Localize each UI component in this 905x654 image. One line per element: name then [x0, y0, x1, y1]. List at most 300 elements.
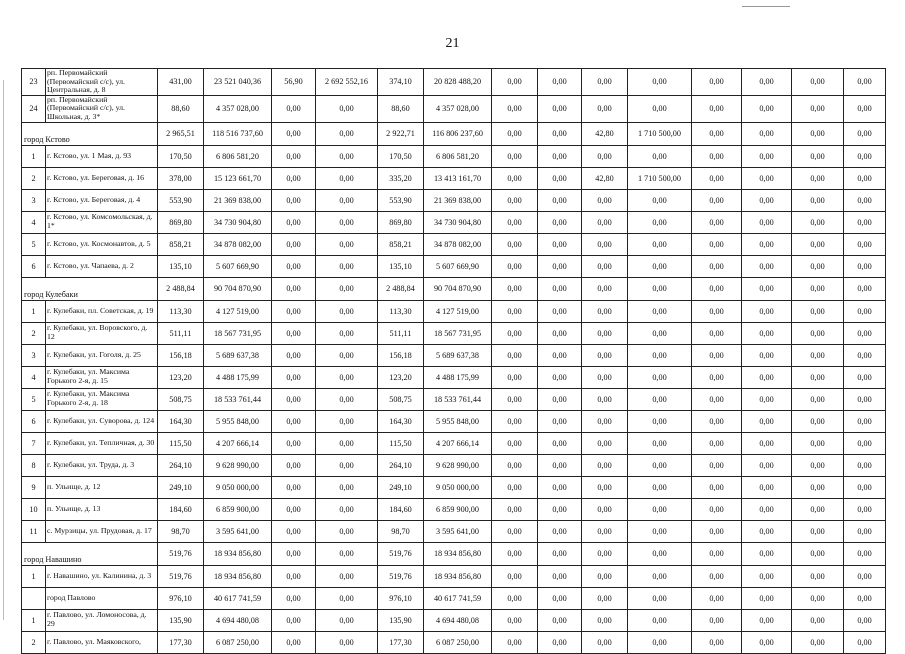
- value-cell: 90 704 870,90: [424, 277, 492, 300]
- address-cell: г. Кулебаки, ул. Суворова, д. 124: [46, 410, 158, 432]
- value-cell: 0,00: [538, 631, 582, 653]
- value-cell: 0,00: [538, 167, 582, 189]
- row-number-cell: 2: [22, 167, 46, 189]
- value-cell: 0,00: [742, 122, 792, 145]
- value-cell: 0,00: [316, 587, 378, 609]
- value-cell: 0,00: [492, 322, 538, 344]
- value-cell: 0,00: [692, 300, 742, 322]
- value-cell: 0,00: [742, 498, 792, 520]
- value-cell: 6 859 900,00: [424, 498, 492, 520]
- value-cell: 0,00: [628, 454, 692, 476]
- value-cell: 0,00: [692, 432, 742, 454]
- value-cell: 0,00: [742, 255, 792, 277]
- value-cell: 0,00: [742, 631, 792, 653]
- value-cell: 0,00: [692, 587, 742, 609]
- table-row: [22, 344, 886, 366]
- value-cell: 0,00: [692, 520, 742, 542]
- value-cell: 0,00: [628, 95, 692, 122]
- value-cell: 519,76: [378, 542, 424, 565]
- value-cell: 0,00: [316, 344, 378, 366]
- value-cell: 0,00: [692, 366, 742, 388]
- value-cell: 0,00: [538, 322, 582, 344]
- value-cell: 0,00: [792, 69, 844, 96]
- value-cell: 6 859 900,00: [204, 498, 272, 520]
- value-cell: 184,60: [158, 498, 204, 520]
- address-cell: г. Кулебаки, ул. Максима Горького 2-я, д. 18: [46, 388, 158, 410]
- value-cell: 0,00: [538, 454, 582, 476]
- value-cell: 0,00: [492, 255, 538, 277]
- value-cell: 0,00: [582, 498, 628, 520]
- table-row: [22, 233, 886, 255]
- value-cell: 335,20: [378, 167, 424, 189]
- value-cell: 0,00: [272, 95, 316, 122]
- value-cell: 0,00: [316, 366, 378, 388]
- value-cell: 0,00: [792, 631, 844, 653]
- table-row: [22, 95, 886, 122]
- value-cell: 0,00: [628, 344, 692, 366]
- value-cell: 0,00: [272, 609, 316, 631]
- value-cell: 431,00: [158, 69, 204, 96]
- value-cell: 0,00: [844, 454, 886, 476]
- value-cell: 0,00: [316, 454, 378, 476]
- value-cell: 0,00: [742, 322, 792, 344]
- value-cell: 18 567 731,95: [424, 322, 492, 344]
- value-cell: 0,00: [316, 520, 378, 542]
- value-cell: 6 806 581,20: [204, 145, 272, 167]
- value-cell: 21 369 838,00: [424, 189, 492, 211]
- value-cell: 0,00: [692, 609, 742, 631]
- value-cell: 0,00: [492, 211, 538, 233]
- table-row: [22, 609, 886, 631]
- value-cell: 0,00: [628, 587, 692, 609]
- value-cell: 0,00: [316, 277, 378, 300]
- value-cell: 0,00: [582, 410, 628, 432]
- value-cell: 0,00: [792, 587, 844, 609]
- value-cell: 0,00: [538, 300, 582, 322]
- value-cell: 4 694 480,08: [204, 609, 272, 631]
- value-cell: 0,00: [316, 609, 378, 631]
- value-cell: 0,00: [492, 69, 538, 96]
- value-cell: 0,00: [792, 145, 844, 167]
- value-cell: 0,00: [582, 300, 628, 322]
- value-cell: 115,50: [378, 432, 424, 454]
- address-cell: г. Кулебаки, ул. Тепличная, д. 30: [46, 432, 158, 454]
- row-number-cell: 1: [22, 145, 46, 167]
- value-cell: 0,00: [492, 122, 538, 145]
- row-number-cell: 6: [22, 410, 46, 432]
- address-cell: г. Кулебаки, ул. Труда, д. 3: [46, 454, 158, 476]
- value-cell: 0,00: [628, 476, 692, 498]
- value-cell: 976,10: [158, 587, 204, 609]
- value-cell: 0,00: [538, 565, 582, 587]
- value-cell: 0,00: [538, 145, 582, 167]
- value-cell: 42,80: [582, 122, 628, 145]
- value-cell: 115,50: [158, 432, 204, 454]
- value-cell: 15 123 661,70: [204, 167, 272, 189]
- value-cell: 0,00: [742, 211, 792, 233]
- value-cell: 164,30: [378, 410, 424, 432]
- value-cell: 4 488 175,99: [204, 366, 272, 388]
- value-cell: 0,00: [492, 454, 538, 476]
- value-cell: 0,00: [844, 255, 886, 277]
- value-cell: 0,00: [792, 211, 844, 233]
- value-cell: 0,00: [628, 388, 692, 410]
- table-body: [22, 69, 886, 654]
- value-cell: 2 965,51: [158, 122, 204, 145]
- address-cell: г. Навашино, ул. Калинина, д. 3: [46, 565, 158, 587]
- value-cell: 0,00: [692, 410, 742, 432]
- value-cell: 18 934 856,80: [424, 542, 492, 565]
- value-cell: 23 521 040,36: [204, 69, 272, 96]
- value-cell: 0,00: [844, 277, 886, 300]
- address-cell: г. Кулебаки, пл. Советская, д. 19: [46, 300, 158, 322]
- value-cell: 378,00: [158, 167, 204, 189]
- value-cell: 5 607 669,90: [204, 255, 272, 277]
- table-row: [22, 476, 886, 498]
- value-cell: 156,18: [378, 344, 424, 366]
- value-cell: 0,00: [492, 565, 538, 587]
- value-cell: 0,00: [316, 122, 378, 145]
- value-cell: 0,00: [272, 255, 316, 277]
- address-cell: п. Ульище, д. 13: [46, 498, 158, 520]
- value-cell: 0,00: [582, 211, 628, 233]
- value-cell: 0,00: [792, 122, 844, 145]
- value-cell: 9 628 990,00: [204, 454, 272, 476]
- table-row: [22, 189, 886, 211]
- address-cell: г. Кулебаки, ул. Воровского, д. 12: [46, 322, 158, 344]
- value-cell: 0,00: [272, 233, 316, 255]
- row-number-cell: 3: [22, 189, 46, 211]
- value-cell: 0,00: [742, 432, 792, 454]
- address-cell: г. Павлово, ул. Маяковского,: [46, 631, 158, 653]
- value-cell: 0,00: [844, 95, 886, 122]
- housing-register-table: [21, 68, 886, 654]
- value-cell: 123,20: [158, 366, 204, 388]
- value-cell: 0,00: [272, 587, 316, 609]
- value-cell: 0,00: [492, 410, 538, 432]
- value-cell: 0,00: [538, 233, 582, 255]
- value-cell: 0,00: [272, 565, 316, 587]
- value-cell: 0,00: [844, 476, 886, 498]
- value-cell: 0,00: [316, 565, 378, 587]
- value-cell: 113,30: [378, 300, 424, 322]
- value-cell: 0,00: [742, 388, 792, 410]
- address-cell: г. Кстово, ул. Береговая, д. 4: [46, 189, 158, 211]
- value-cell: 0,00: [316, 167, 378, 189]
- value-cell: 177,30: [158, 631, 204, 653]
- value-cell: 0,00: [272, 432, 316, 454]
- value-cell: 0,00: [538, 410, 582, 432]
- value-cell: 116 806 237,60: [424, 122, 492, 145]
- value-cell: 0,00: [742, 476, 792, 498]
- row-number-cell: 7: [22, 432, 46, 454]
- value-cell: 0,00: [792, 322, 844, 344]
- value-cell: 0,00: [628, 189, 692, 211]
- value-cell: 0,00: [538, 344, 582, 366]
- value-cell: 0,00: [742, 233, 792, 255]
- table-row: [22, 211, 886, 233]
- value-cell: 18 567 731,95: [204, 322, 272, 344]
- value-cell: 0,00: [582, 520, 628, 542]
- value-cell: 0,00: [492, 277, 538, 300]
- value-cell: 0,00: [742, 454, 792, 476]
- value-cell: 0,00: [492, 476, 538, 498]
- value-cell: 98,70: [378, 520, 424, 542]
- value-cell: 0,00: [742, 565, 792, 587]
- table-row: [22, 69, 886, 96]
- value-cell: 0,00: [492, 631, 538, 653]
- value-cell: 553,90: [158, 189, 204, 211]
- value-cell: 135,10: [158, 255, 204, 277]
- value-cell: 0,00: [844, 344, 886, 366]
- value-cell: 2 488,84: [378, 277, 424, 300]
- city-name-cell: город Кстово: [22, 122, 158, 145]
- value-cell: 0,00: [582, 631, 628, 653]
- value-cell: 0,00: [692, 211, 742, 233]
- value-cell: 20 828 488,20: [424, 69, 492, 96]
- value-cell: 519,76: [158, 542, 204, 565]
- value-cell: 0,00: [628, 366, 692, 388]
- value-cell: 0,00: [316, 233, 378, 255]
- value-cell: 0,00: [792, 233, 844, 255]
- value-cell: 0,00: [692, 233, 742, 255]
- value-cell: 0,00: [792, 300, 844, 322]
- row-number-cell: 5: [22, 388, 46, 410]
- row-number-cell: 4: [22, 366, 46, 388]
- value-cell: 0,00: [538, 542, 582, 565]
- value-cell: 0,00: [492, 189, 538, 211]
- row-number-cell: 23: [22, 69, 46, 96]
- row-number-cell: 3: [22, 344, 46, 366]
- value-cell: 0,00: [628, 565, 692, 587]
- value-cell: 0,00: [492, 233, 538, 255]
- value-cell: 0,00: [844, 145, 886, 167]
- value-cell: 0,00: [692, 565, 742, 587]
- table-row: [22, 498, 886, 520]
- value-cell: 0,00: [844, 300, 886, 322]
- value-cell: 0,00: [844, 498, 886, 520]
- value-cell: 2 488,84: [158, 277, 204, 300]
- value-cell: 5 689 637,38: [204, 344, 272, 366]
- value-cell: 0,00: [582, 95, 628, 122]
- value-cell: 18 934 856,80: [424, 565, 492, 587]
- value-cell: 0,00: [692, 167, 742, 189]
- value-cell: 0,00: [742, 69, 792, 96]
- value-cell: 6 087 250,00: [424, 631, 492, 653]
- value-cell: 0,00: [582, 255, 628, 277]
- value-cell: 40 617 741,59: [204, 587, 272, 609]
- value-cell: 0,00: [492, 520, 538, 542]
- value-cell: 0,00: [316, 476, 378, 498]
- value-cell: 0,00: [582, 322, 628, 344]
- value-cell: 0,00: [316, 255, 378, 277]
- value-cell: 0,00: [844, 631, 886, 653]
- table-row: [22, 255, 886, 277]
- header-rule: [742, 6, 790, 7]
- value-cell: 34 878 082,00: [424, 233, 492, 255]
- value-cell: 0,00: [582, 565, 628, 587]
- value-cell: 0,00: [692, 255, 742, 277]
- row-number-cell: 11: [22, 520, 46, 542]
- value-cell: 0,00: [538, 366, 582, 388]
- value-cell: 553,90: [378, 189, 424, 211]
- value-cell: 184,60: [378, 498, 424, 520]
- value-cell: 249,10: [158, 476, 204, 498]
- value-cell: 1 710 500,00: [628, 167, 692, 189]
- value-cell: 0,00: [492, 145, 538, 167]
- address-cell: рп. Первомайский (Первомайский с/с), ул. Центральная, д. 8: [46, 69, 158, 96]
- value-cell: 0,00: [316, 145, 378, 167]
- value-cell: 0,00: [844, 388, 886, 410]
- value-cell: 0,00: [628, 498, 692, 520]
- value-cell: 0,00: [844, 565, 886, 587]
- value-cell: 0,00: [316, 322, 378, 344]
- value-cell: 0,00: [582, 344, 628, 366]
- value-cell: 0,00: [272, 520, 316, 542]
- value-cell: 177,30: [378, 631, 424, 653]
- value-cell: 0,00: [582, 609, 628, 631]
- value-cell: 0,00: [792, 344, 844, 366]
- city-subtotal-row: [22, 587, 886, 609]
- value-cell: 0,00: [582, 366, 628, 388]
- value-cell: 0,00: [538, 587, 582, 609]
- city-subtotal-row: [22, 542, 886, 565]
- value-cell: 6 806 581,20: [424, 145, 492, 167]
- value-cell: 0,00: [538, 476, 582, 498]
- value-cell: 4 357 028,00: [204, 95, 272, 122]
- value-cell: 0,00: [742, 167, 792, 189]
- value-cell: 0,00: [692, 69, 742, 96]
- row-number-cell: 1: [22, 565, 46, 587]
- value-cell: 0,00: [538, 95, 582, 122]
- value-cell: 0,00: [582, 587, 628, 609]
- value-cell: 9 628 990,00: [424, 454, 492, 476]
- address-cell: г. Кстово, ул. Космонавтов, д. 5: [46, 233, 158, 255]
- value-cell: 0,00: [792, 520, 844, 542]
- page-edge-line: [3, 80, 4, 620]
- value-cell: 0,00: [316, 388, 378, 410]
- table-row: [22, 366, 886, 388]
- value-cell: 0,00: [742, 366, 792, 388]
- row-number-cell: 8: [22, 454, 46, 476]
- value-cell: 0,00: [792, 476, 844, 498]
- empty-cell: [22, 587, 46, 609]
- value-cell: 98,70: [158, 520, 204, 542]
- value-cell: 0,00: [742, 300, 792, 322]
- value-cell: 0,00: [692, 189, 742, 211]
- value-cell: 0,00: [792, 277, 844, 300]
- value-cell: 3 595 641,00: [424, 520, 492, 542]
- value-cell: 249,10: [378, 476, 424, 498]
- value-cell: 170,50: [378, 145, 424, 167]
- value-cell: 0,00: [692, 322, 742, 344]
- value-cell: 0,00: [628, 255, 692, 277]
- value-cell: 0,00: [492, 388, 538, 410]
- value-cell: 135,10: [378, 255, 424, 277]
- table-row: [22, 520, 886, 542]
- value-cell: 0,00: [792, 255, 844, 277]
- value-cell: 34 878 082,00: [204, 233, 272, 255]
- value-cell: 0,00: [538, 388, 582, 410]
- value-cell: 0,00: [492, 366, 538, 388]
- value-cell: 170,50: [158, 145, 204, 167]
- address-cell: г. Кстово, ул. 1 Мая, д. 93: [46, 145, 158, 167]
- value-cell: 0,00: [492, 542, 538, 565]
- value-cell: 0,00: [792, 542, 844, 565]
- value-cell: 869,80: [158, 211, 204, 233]
- address-cell: п. Ульище, д. 12: [46, 476, 158, 498]
- value-cell: 0,00: [316, 300, 378, 322]
- value-cell: 1 710 500,00: [628, 122, 692, 145]
- value-cell: 18 533 761,44: [204, 388, 272, 410]
- value-cell: 0,00: [844, 609, 886, 631]
- table-row: [22, 322, 886, 344]
- value-cell: 0,00: [742, 542, 792, 565]
- value-cell: 0,00: [628, 211, 692, 233]
- value-cell: 0,00: [692, 631, 742, 653]
- value-cell: 9 050 000,00: [204, 476, 272, 498]
- value-cell: 0,00: [538, 520, 582, 542]
- value-cell: 135,90: [158, 609, 204, 631]
- value-cell: 5 955 848,00: [424, 410, 492, 432]
- value-cell: 118 516 737,60: [204, 122, 272, 145]
- value-cell: 0,00: [272, 211, 316, 233]
- value-cell: 0,00: [316, 410, 378, 432]
- value-cell: 5 689 637,38: [424, 344, 492, 366]
- value-cell: 264,10: [158, 454, 204, 476]
- value-cell: 0,00: [844, 322, 886, 344]
- table-row: [22, 167, 886, 189]
- value-cell: 123,20: [378, 366, 424, 388]
- value-cell: 4 207 666,14: [424, 432, 492, 454]
- address-cell: г. Павлово, ул. Ломоносова, д. 29: [46, 609, 158, 631]
- value-cell: 0,00: [792, 565, 844, 587]
- value-cell: 0,00: [692, 122, 742, 145]
- value-cell: 0,00: [272, 167, 316, 189]
- value-cell: 519,76: [158, 565, 204, 587]
- value-cell: 0,00: [742, 587, 792, 609]
- value-cell: 0,00: [742, 410, 792, 432]
- address-cell: г. Кстово, ул. Чапаева, д. 2: [46, 255, 158, 277]
- value-cell: 0,00: [582, 476, 628, 498]
- value-cell: 0,00: [792, 366, 844, 388]
- value-cell: 0,00: [628, 520, 692, 542]
- table-row: [22, 454, 886, 476]
- value-cell: 0,00: [742, 277, 792, 300]
- table-row: [22, 631, 886, 653]
- value-cell: 0,00: [742, 609, 792, 631]
- value-cell: 519,76: [378, 565, 424, 587]
- value-cell: 156,18: [158, 344, 204, 366]
- row-number-cell: 6: [22, 255, 46, 277]
- value-cell: 264,10: [378, 454, 424, 476]
- value-cell: 0,00: [628, 410, 692, 432]
- value-cell: 0,00: [792, 609, 844, 631]
- value-cell: 0,00: [692, 344, 742, 366]
- value-cell: 0,00: [792, 388, 844, 410]
- value-cell: 4 127 519,00: [204, 300, 272, 322]
- value-cell: 0,00: [582, 69, 628, 96]
- value-cell: 0,00: [492, 432, 538, 454]
- value-cell: 0,00: [792, 410, 844, 432]
- value-cell: 0,00: [844, 410, 886, 432]
- value-cell: 5 955 848,00: [204, 410, 272, 432]
- value-cell: 0,00: [844, 542, 886, 565]
- value-cell: 0,00: [272, 366, 316, 388]
- address-cell: г. Кстово, ул. Береговая, д. 16: [46, 167, 158, 189]
- value-cell: 0,00: [538, 277, 582, 300]
- value-cell: 0,00: [272, 542, 316, 565]
